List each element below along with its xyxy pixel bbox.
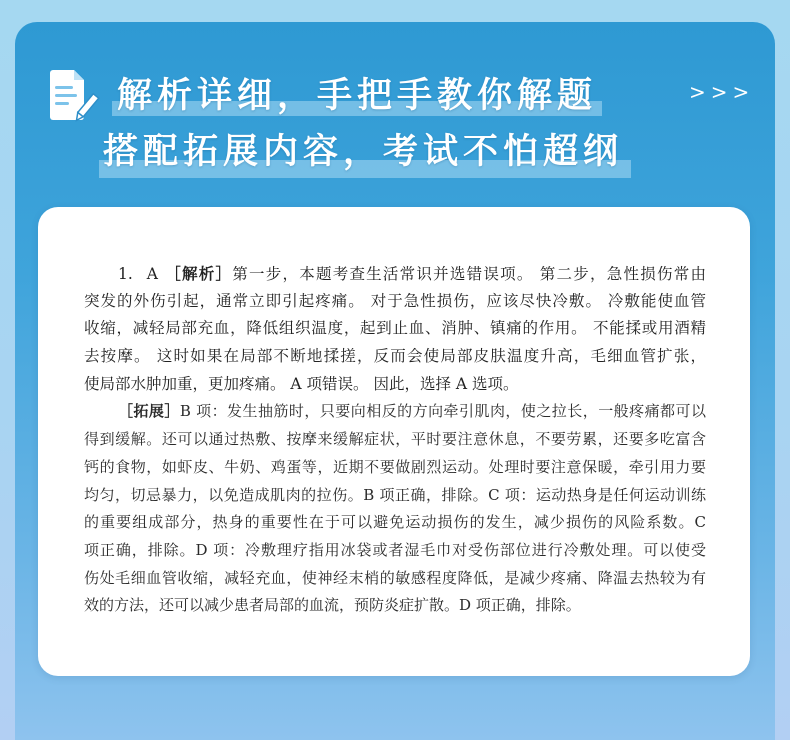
analysis-tag: ［解析］ [164,264,233,283]
extension-tag: ［拓展］ [118,402,180,421]
question-number: 1. [118,265,133,283]
extension-line: 钙的食物，如虾皮、牛奶、鸡蛋等，近期不要做剧烈运动。处理时要注意保暖，牵引用力要 [84,457,706,476]
extension-line: 的重要组成部分，热身的重要性在于可以避免运动损伤的发生，减少损伤的风险系数。C [84,513,706,532]
headline-line2: 搭配拓展内容，考试不怕超纲 [103,132,624,172]
extension-line: 项正确，排除。D 项：冷敷理疗指用冰袋或者湿毛巾对受伤部位进行冷敷处理。可以使受 [84,540,706,559]
analysis-section [84,260,706,398]
document-edit-icon [46,66,100,126]
extension-line: 均匀，切忌暴力，以免造成肌肉的拉伤。B 项正确，排除。C 项：运动热身是任何运动训练 [84,485,706,504]
analysis-line: 收缩，减轻局部充血，降低组织温度，起到止血、消肿、镇痛的作用。 不能揉或用酒精 [84,319,706,338]
headline-line1: 解析详细，手把手教你解题 [117,76,598,116]
more-arrows-indicator: >>> [689,80,755,104]
analysis-line: 使局部水肿加重，更加疼痛。 A 项错误。 因此，选择 A 选项。 [84,374,519,393]
analysis-text: 第一步，本题考查生活常识并选错误项。 第二步，急性损伤常由 [232,265,706,283]
analysis-line [84,260,706,288]
extension-line [84,398,706,426]
extension-text: B 项：发生抽筋时，只要向相反的方向牵引肌肉，使之拉长，一般疼痛都可以 [179,402,706,421]
extension-line: 效的方法，还可以减少患者局部的血流，预防炎症扩散。D 项正确，排除。 [84,596,581,615]
answer-content [84,260,706,620]
answer-card [38,207,750,676]
analysis-line: 去按摩。 这时如果在局部不断地揉搓，反而会使局部皮肤温度升高，毛细血管扩张， [84,347,706,366]
extension-line: 伤处毛细血管收缩，减轻充血，使神经末梢的敏感程度降低，是减少疼痛、降温去热较为有 [84,568,706,587]
extension-section [84,398,706,620]
analysis-line: 突发的外伤引起，通常立即引起疼痛。 对于急性损伤，应该尽快冷敷。 冷敷能使血管 [84,291,706,310]
answer-letter: A [146,265,158,283]
extension-line: 得到缓解。还可以通过热敷、按摩来缓解症状，平时要注意休息，不要劳累，还要多吃富含 [84,430,706,449]
